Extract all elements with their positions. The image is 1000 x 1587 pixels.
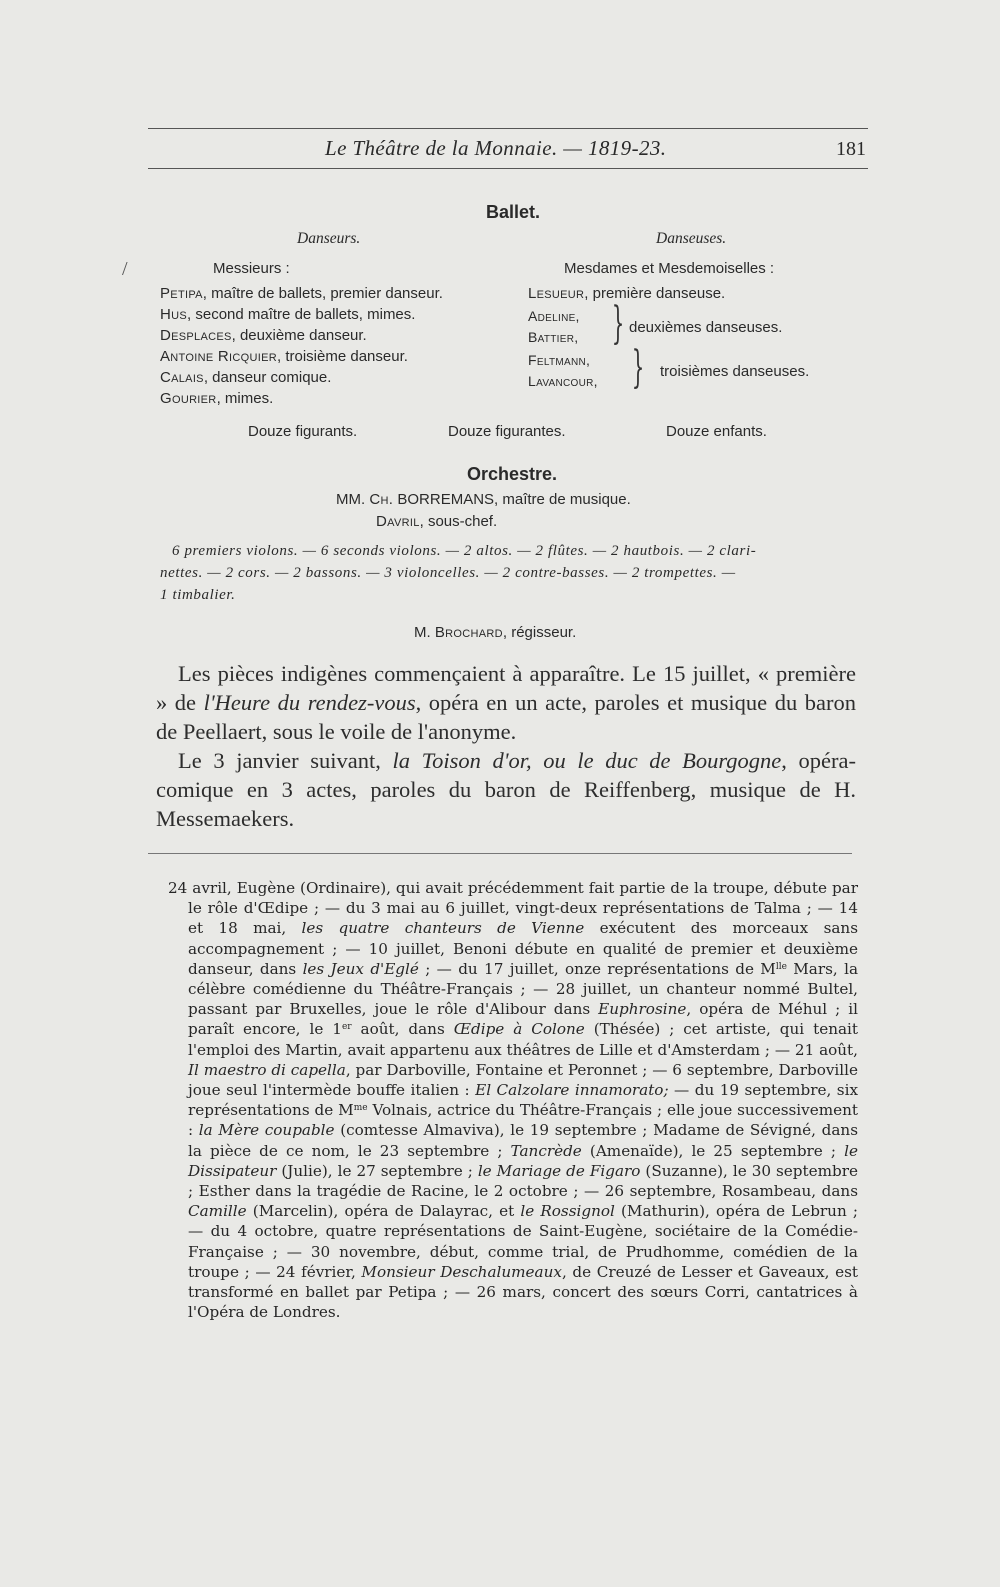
body-text	[156, 659, 856, 833]
note-sup: er	[341, 1022, 352, 1033]
body-paragraph	[156, 659, 856, 746]
brace-icon: }	[631, 342, 645, 393]
note-run: (Marcelin), opéra de Dalayrac, et	[246, 1202, 521, 1221]
extras-figurants: Douze figurants.	[248, 423, 358, 440]
dancer-name: Lesueur	[528, 285, 585, 302]
note-run: — du 19 septembre, six représentations de M	[188, 1081, 859, 1120]
dancer-role: , danseur comique.	[203, 369, 332, 386]
note-run: (Julie), le 27 septembre ;	[276, 1161, 478, 1180]
note-title: les quatre chanteurs de Vienne	[301, 919, 585, 938]
women-group1-name: Adeline,	[528, 308, 580, 324]
note-run: (Thésée) ; cet artiste, qui tenait l'emploi des Martin, avait appartenu aux théâtres de Lille et d'Amsterdam ; — 21 août,	[188, 1020, 859, 1059]
regisseur-prefix: M.	[414, 624, 435, 641]
note-run: , opéra de Méhul ; il paraît encore, le 1	[188, 1000, 858, 1039]
body-text-run: , opéra-comique en 3 actes, paroles du baron de Reiffenberg, musique de H. Messemaekers.	[156, 748, 856, 831]
instruments-line: 1 timbalier.	[160, 587, 236, 603]
dancer-name: Antoine Ricquier	[160, 348, 277, 365]
note-run: (comtesse Almaviva), le 19 septembre ; Madame de Sévigné, dans la pièce de ce nom, le 23 septembre ;	[188, 1121, 858, 1160]
body-text-run: , opéra en un acte, paroles et musique du baron de Peellaert, sous le voile de l'anonyme.	[156, 690, 856, 744]
roster-line	[160, 283, 443, 304]
note-title: les Jeux d'Eglé	[302, 959, 419, 978]
dancer-role: , première danseuse.	[584, 285, 726, 302]
dancer-role: , maître de ballets, premier danseur.	[202, 285, 443, 302]
men-roster	[160, 283, 443, 409]
work-title: la Toison d'or, ou le duc de Bourgogne	[392, 748, 782, 773]
roster-line	[160, 388, 443, 409]
body-text-run: Les pièces indigènes commençaient à apparaître. Le 15 juillet, « première » de	[156, 661, 856, 715]
roster-line	[160, 346, 443, 367]
ballet-heading: Ballet.	[486, 202, 541, 222]
women-group1-role: deuxièmes danseuses.	[629, 319, 783, 336]
note-title: Monsieur Deschalumeaux	[361, 1262, 562, 1281]
note-title: le Mariage de Figaro	[477, 1161, 641, 1180]
sous-chef-name: Davril	[376, 513, 420, 530]
dancer-role: , deuxième danseur.	[231, 327, 367, 344]
regisseur-role: , régisseur.	[502, 624, 577, 641]
dancer-name: Gourier	[160, 390, 217, 407]
running-title: Le Théâtre de la Monnaie. — 1819-23.	[325, 136, 667, 160]
note-run: Mars, la célèbre comédienne du Théâtre-Français ; — 28 juillet, un chanteur nommé Bultel, passant par Bruxelles, joue le rôle d'Alibour dans	[188, 959, 858, 1019]
regisseur-name: Brochard	[434, 624, 503, 641]
note-run: exécutent des morceaux sans accompagnement ; — 10 juillet, Benoni débute en qualité de premier et deuxième danseur, dans	[188, 919, 859, 978]
note-title: Tancrède	[510, 1141, 582, 1160]
women-group2-role: troisièmes danseuses.	[660, 363, 810, 380]
chronicle-notes	[168, 878, 858, 1322]
sous-chef-role: , sous-chef.	[419, 513, 498, 530]
dancer-name: Calais	[160, 369, 204, 386]
men-column-title: Danseurs.	[297, 230, 361, 247]
women-lead	[528, 283, 725, 304]
note-run: Volnais, actrice du Théâtre-Français ; elle joue successivement :	[188, 1101, 858, 1140]
note-title: la Mère coupable	[198, 1121, 335, 1140]
note-title: Œdipe à Colone	[453, 1020, 585, 1039]
dancer-name: Petipa	[160, 285, 203, 302]
women-group2-name: Lavancour,	[528, 373, 598, 389]
dancer-role: , second maître de ballets, mimes.	[187, 306, 416, 323]
note-run: (Amenaïde), le 25 septembre ;	[581, 1141, 845, 1160]
roster-line	[160, 325, 443, 346]
note-sup: me	[353, 1103, 368, 1114]
note-title: Camille	[188, 1202, 247, 1221]
orchestre-heading: Orchestre.	[467, 464, 558, 484]
footnote-rule	[148, 853, 852, 854]
notes-paragraph	[168, 878, 858, 1322]
instruments-line: nettes. — 2 cors. — 2 bassons. — 3 violoncelles. — 2 contre-basses. — 2 trompettes. —	[160, 565, 736, 581]
header-rule-bottom	[148, 168, 868, 169]
conductor-name: BORREMANS, maître de musique.	[393, 491, 631, 508]
body-paragraph	[156, 746, 856, 833]
conductor-prefix: MM.	[336, 491, 370, 508]
brace-icon: }	[611, 298, 625, 349]
men-salutation: Messieurs :	[213, 260, 290, 277]
note-run: 24 avril, Eugène (Ordinaire), qui avait précédemment fait partie de la troupe, débute par le rôle d'Œdipe ; — du 3 mai au 6 juillet, vingt-deux représentations de Talma ; — 14 et 18 mai,	[168, 879, 858, 938]
roster-line	[160, 304, 443, 325]
work-title: l'Heure du rendez-vous	[203, 690, 416, 715]
note-sup: lle	[775, 961, 787, 972]
orchestre-conductor	[336, 489, 631, 510]
women-group2-name: Feltmann,	[528, 352, 591, 368]
body-text-run: Le 3 janvier suivant,	[178, 748, 393, 773]
note-title: Il maestro di capella	[188, 1060, 346, 1079]
women-salutation: Mesdames et Mesdemoiselles :	[564, 260, 775, 277]
instruments-line: 6 premiers violons. — 6 seconds violons. — 2 altos. — 2 flûtes. — 2 hautbois. — 2 clari-	[172, 543, 757, 559]
note-run: ; — du 17 juillet, onze représentations de M	[418, 959, 776, 978]
orchestre-sous-chef	[376, 511, 497, 532]
women-column-title: Danseuses.	[656, 230, 727, 247]
regisseur-line	[414, 622, 576, 643]
note-run: , par Darboville, Fontaine et Peronnet ; — 6 septembre, Darboville joue seul l'intermède bouffe italien :	[188, 1060, 858, 1100]
page-number: 181	[836, 138, 866, 160]
note-title: El Calzolare innamorato;	[475, 1081, 669, 1100]
margin-mark: /	[122, 258, 128, 280]
note-run: août, dans	[351, 1020, 454, 1039]
dancer-name: Hus	[160, 306, 188, 323]
note-title: le Rossignol	[520, 1202, 615, 1221]
header-rule-top	[148, 128, 868, 129]
note-title: le Dissipateur	[188, 1141, 858, 1180]
roster-line	[160, 367, 443, 388]
note-title: Euphrosine	[598, 1000, 687, 1019]
women-group1-name: Battier,	[528, 329, 579, 345]
conductor-initial: Ch.	[369, 491, 394, 508]
note-run: , de Creuzé de Lesser et Gaveaux, est transformé en ballet par Petipa ; — 26 mars, concert des sœurs Corri, cantatrices à l'Opéra de Londres.	[188, 1262, 858, 1322]
dancer-role: , troisième danseur.	[277, 348, 408, 365]
extras-figurantes: Douze figurantes.	[448, 423, 566, 440]
dancer-name: Desplaces	[160, 327, 232, 344]
dancer-role: , mimes.	[216, 390, 274, 407]
note-run: (Mathurin), opéra de Lebrun ; — du 4 octobre, quatre représentations de Saint-Eugène, sociétaire de la Comédie-Française ; — 30 novembre, début, comme trial, de Prudhomme, comédien de la troupe ; — 24 février,	[188, 1202, 859, 1281]
extras-enfants: Douze enfants.	[666, 423, 767, 440]
note-run: (Suzanne), le 30 septembre ; Esther dans la tragédie de Racine, le 2 octobre ; — 26 septembre, Rosambeau, dans	[188, 1161, 858, 1201]
